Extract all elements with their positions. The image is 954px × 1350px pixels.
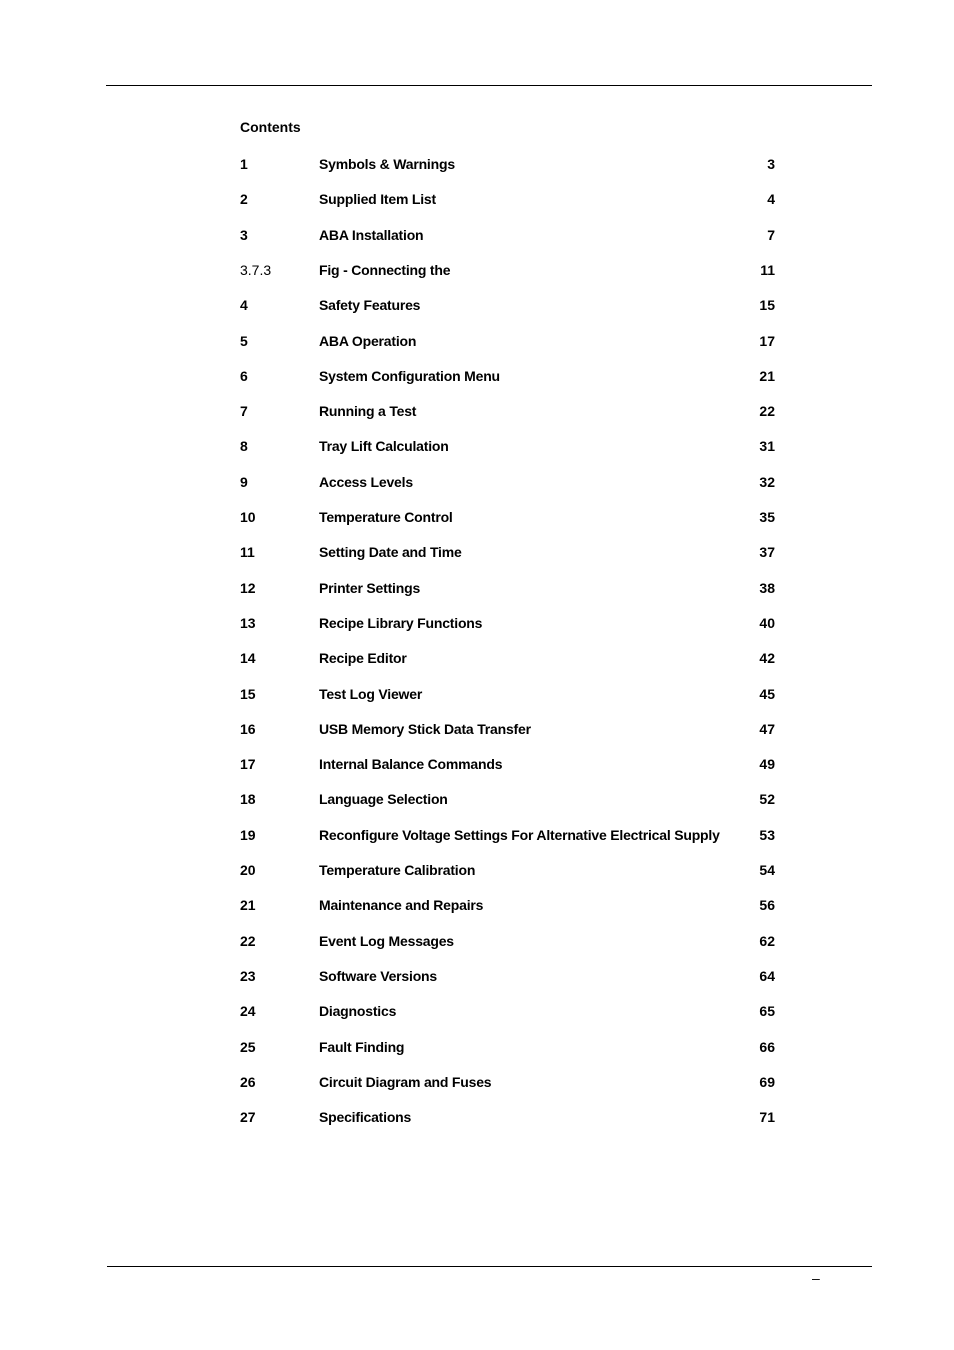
toc-entry-title[interactable]: Internal Balance Commands [319, 756, 503, 772]
toc-entry[interactable] [240, 579, 775, 597]
toc-entry-page-number: 17 [759, 333, 775, 349]
toc-entry[interactable] [240, 896, 775, 914]
toc-entry-title[interactable]: Safety Features [319, 297, 421, 313]
toc-entry-number: 24 [240, 1003, 256, 1019]
toc-entry[interactable] [240, 367, 775, 385]
toc-entry-number: 9 [240, 474, 248, 490]
toc-entry[interactable] [240, 296, 775, 314]
toc-entry-number: 22 [240, 933, 256, 949]
toc-entry-number: 5 [240, 333, 248, 349]
toc-entry[interactable] [240, 685, 775, 703]
toc-entry-title[interactable]: Maintenance and Repairs [319, 897, 484, 913]
toc-entry-title[interactable]: Event Log Messages [319, 933, 454, 949]
toc-entry[interactable] [240, 332, 775, 350]
toc-entry-title[interactable]: Tray Lift Calculation [319, 438, 449, 454]
toc-entry-number: 27 [240, 1109, 256, 1125]
toc-entry-number: 6 [240, 368, 248, 384]
toc-entry[interactable] [240, 720, 775, 738]
toc-entry-title[interactable]: Temperature Control [319, 509, 453, 525]
toc-entry[interactable] [240, 967, 775, 985]
toc-entry[interactable] [240, 649, 775, 667]
toc-entry-title[interactable]: Fault Finding [319, 1039, 405, 1055]
toc-entry-title[interactable]: Specifications [319, 1109, 412, 1125]
toc-entry-number: 25 [240, 1039, 256, 1055]
toc-entry-number: 19 [240, 827, 256, 843]
toc-entry-title[interactable]: Recipe Editor [319, 650, 407, 666]
toc-entry[interactable] [240, 473, 775, 491]
toc-entry-page-number: 3 [767, 156, 775, 172]
toc-entry-number: 23 [240, 968, 256, 984]
toc-entry-page-number: 38 [759, 580, 775, 596]
toc-entry-number: 20 [240, 862, 256, 878]
toc-entry[interactable] [240, 1038, 775, 1056]
toc-entry-page-number: 54 [759, 862, 775, 878]
toc-entry-number: 26 [240, 1074, 256, 1090]
toc-entry[interactable] [240, 190, 775, 208]
toc-entry[interactable] [240, 932, 775, 950]
toc-entry-title[interactable]: System Configuration Menu [319, 368, 500, 384]
toc-entry-number: 14 [240, 650, 256, 666]
toc-entry-number: 11 [240, 544, 255, 560]
toc-entry-title[interactable]: Symbols & Warnings [319, 156, 455, 172]
toc-entry-page-number: 40 [759, 615, 775, 631]
toc-entry-number: 3.7.3 [240, 262, 272, 278]
toc-entry-title[interactable]: Reconfigure Voltage Settings For Alternative Electrical Supply [319, 827, 720, 843]
footer-rule [107, 1266, 872, 1267]
toc-entry-page-number: 71 [759, 1109, 775, 1125]
toc-entry-page-number: 52 [759, 791, 775, 807]
toc-entry[interactable] [240, 543, 775, 561]
toc-entry-page-number: 56 [759, 897, 775, 913]
toc-entry-page-number: 15 [759, 297, 775, 313]
toc-entry-page-number: 47 [759, 721, 775, 737]
toc-entry-page-number: 37 [759, 544, 775, 560]
toc-entry-title[interactable]: USB Memory Stick Data Transfer [319, 721, 531, 737]
toc-entry-number: 10 [240, 509, 256, 525]
footer-page-mark: – [812, 1270, 820, 1286]
toc-entry[interactable] [240, 1108, 775, 1126]
toc-entry-page-number: 7 [767, 227, 775, 243]
toc-entry[interactable] [240, 508, 775, 526]
toc-entry-page-number: 42 [759, 650, 775, 666]
toc-entry-title[interactable]: Setting Date and Time [319, 544, 462, 560]
toc-entry-title[interactable]: Diagnostics [319, 1003, 397, 1019]
toc-entry-title[interactable]: ABA Operation [319, 333, 417, 349]
toc-entry[interactable] [240, 261, 775, 279]
toc-entry-page-number: 11 [760, 262, 775, 278]
toc-entry-title[interactable]: Test Log Viewer [319, 686, 423, 702]
toc-entry-page-number: 64 [759, 968, 775, 984]
toc-entry-page-number: 21 [759, 368, 775, 384]
toc-entry-title[interactable]: Running a Test [319, 403, 417, 419]
toc-entry-page-number: 49 [759, 756, 775, 772]
toc-entry[interactable] [240, 402, 775, 420]
toc-entry-title[interactable]: Access Levels [319, 474, 413, 490]
toc-entry-title[interactable]: ABA Installation [319, 227, 424, 243]
toc-entry-number: 12 [240, 580, 256, 596]
toc-entry[interactable] [240, 826, 775, 844]
toc-entry-number: 18 [240, 791, 256, 807]
toc-entry-number: 1 [240, 156, 248, 172]
toc-entry-page-number: 53 [759, 827, 775, 843]
toc-entry-title[interactable]: Temperature Calibration [319, 862, 476, 878]
toc-entry-page-number: 32 [759, 474, 775, 490]
header-rule [106, 85, 872, 86]
toc-entry-title[interactable]: Recipe Library Functions [319, 615, 483, 631]
toc-entry-number: 21 [240, 897, 256, 913]
toc-entry-title[interactable]: Software Versions [319, 968, 437, 984]
toc-entry[interactable] [240, 226, 775, 244]
toc-entry-page-number: 35 [759, 509, 775, 525]
toc-entry-number: 2 [240, 191, 248, 207]
toc-entry[interactable] [240, 861, 775, 879]
toc-entry-title[interactable]: Language Selection [319, 791, 448, 807]
toc-entry[interactable] [240, 1073, 775, 1091]
toc-entry-page-number: 22 [759, 403, 775, 419]
toc-entry-page-number: 4 [767, 191, 775, 207]
toc-entry-number: 15 [240, 686, 256, 702]
toc-entry-page-number: 65 [759, 1003, 775, 1019]
toc-entry[interactable] [240, 790, 775, 808]
toc-entry[interactable] [240, 437, 775, 455]
toc-entry-page-number: 62 [759, 933, 775, 949]
toc-entry-title[interactable]: Supplied Item List [319, 191, 436, 207]
toc-entry-page-number: 66 [759, 1039, 775, 1055]
toc-entry-number: 13 [240, 615, 256, 631]
toc-entry-number: 16 [240, 721, 256, 737]
contents-heading: Contents [240, 119, 301, 135]
toc-entry[interactable] [240, 1002, 775, 1020]
toc-entry-page-number: 31 [759, 438, 775, 454]
toc-entry[interactable] [240, 614, 775, 632]
toc-entry-number: 4 [240, 297, 248, 313]
toc-entry-number: 8 [240, 438, 248, 454]
toc-entry[interactable] [240, 155, 775, 173]
toc-entry-page-number: 69 [759, 1074, 775, 1090]
toc-entry-title[interactable]: Printer Settings [319, 580, 421, 596]
toc-entry-title[interactable]: Circuit Diagram and Fuses [319, 1074, 492, 1090]
toc-entry[interactable] [240, 755, 775, 773]
toc-entry-page-number: 45 [759, 686, 775, 702]
toc-entry-title[interactable]: Fig - Connecting the [319, 262, 451, 278]
toc-entry-number: 7 [240, 403, 248, 419]
toc-entry-number: 3 [240, 227, 248, 243]
toc-entry-number: 17 [240, 756, 256, 772]
